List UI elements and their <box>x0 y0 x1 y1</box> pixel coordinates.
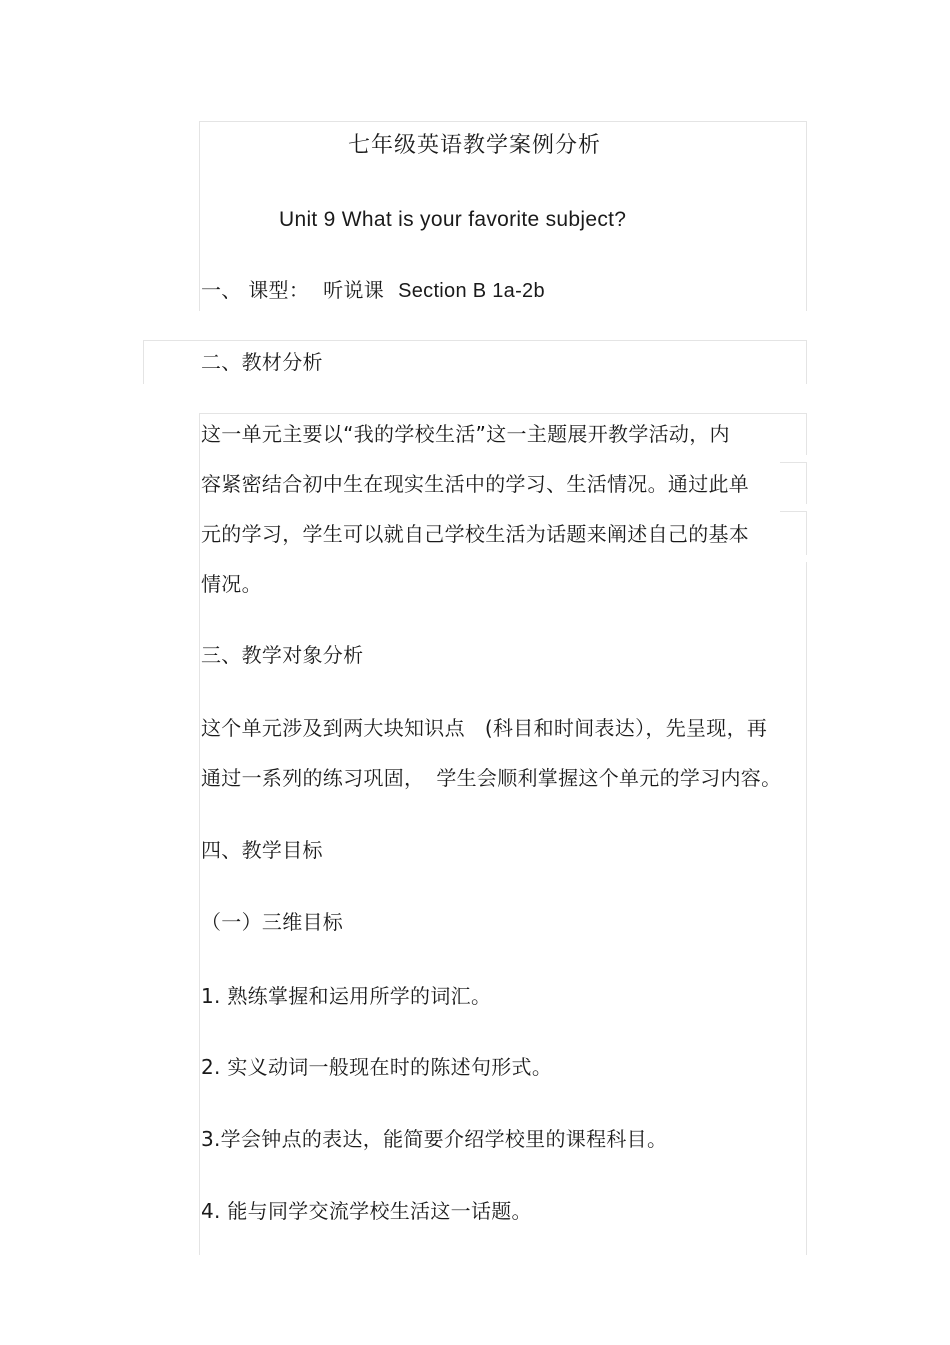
section1-heading: 一、 课型： <box>201 278 310 302</box>
section3-heading: 三、教学对象分析 <box>201 643 364 667</box>
section3-text-a: 这个单元涉及到两大块知识点 <box>201 716 465 740</box>
objective-item: 1. 熟练掌握和运用所学的词汇。 <box>201 984 492 1008</box>
table-rule <box>199 413 807 414</box>
section2-paragraph-line: 元的学习，学生可以就自己学校生活为话题来阐述自己的基本 <box>201 522 750 546</box>
table-rule <box>199 413 200 1255</box>
section4-subheading: （一）三维目标 <box>201 910 344 934</box>
table-rule <box>780 462 807 463</box>
section2-paragraph-line: 情况。 <box>201 572 262 596</box>
section3-text-c: 通过一系列的练习巩固， <box>201 766 425 790</box>
lesson-type: 听说课 <box>323 278 385 302</box>
section2-paragraph-line: 容紧密结合初中生在现实生活中的学习、生活情况。通过此单 <box>201 472 750 496</box>
section2-paragraph-line: 这一单元主要以“我的学校生活”这一主题展开教学活动，内 <box>201 422 730 446</box>
document-title: 七年级英语教学案例分析 <box>348 133 602 158</box>
section1-line <box>201 278 545 303</box>
table-rule <box>806 413 807 455</box>
section2-heading: 二、教材分析 <box>201 350 323 374</box>
objective-item: 3.学会钟点的表达，能简要介绍学校里的课程科目。 <box>201 1127 668 1151</box>
table-rule <box>806 121 807 311</box>
section3-text-d: 学生会顺利掌握这个单元的学习内容。 <box>436 766 782 790</box>
section4-heading: 四、教学目标 <box>201 838 323 862</box>
table-rule <box>806 511 807 555</box>
table-rule <box>806 562 807 1255</box>
table-rule <box>199 121 200 311</box>
section3-text-b: (科目和时间表达），先呈现，再 <box>484 716 768 740</box>
table-rule <box>200 121 807 122</box>
table-rule <box>780 511 807 512</box>
table-rule <box>806 340 807 384</box>
objective-item: 2. 实义动词一般现在时的陈述句形式。 <box>201 1055 553 1079</box>
section3-paragraph-line <box>201 716 767 740</box>
objective-item: 4. 能与同学交流学校生活这一话题。 <box>201 1199 532 1223</box>
lesson-range: Section B 1a-2b <box>398 280 545 302</box>
table-rule <box>143 340 144 384</box>
section3-paragraph-line <box>201 766 781 790</box>
document-subtitle: Unit 9 What is your favorite subject? <box>279 208 627 231</box>
table-rule <box>143 340 807 341</box>
table-rule <box>806 462 807 504</box>
